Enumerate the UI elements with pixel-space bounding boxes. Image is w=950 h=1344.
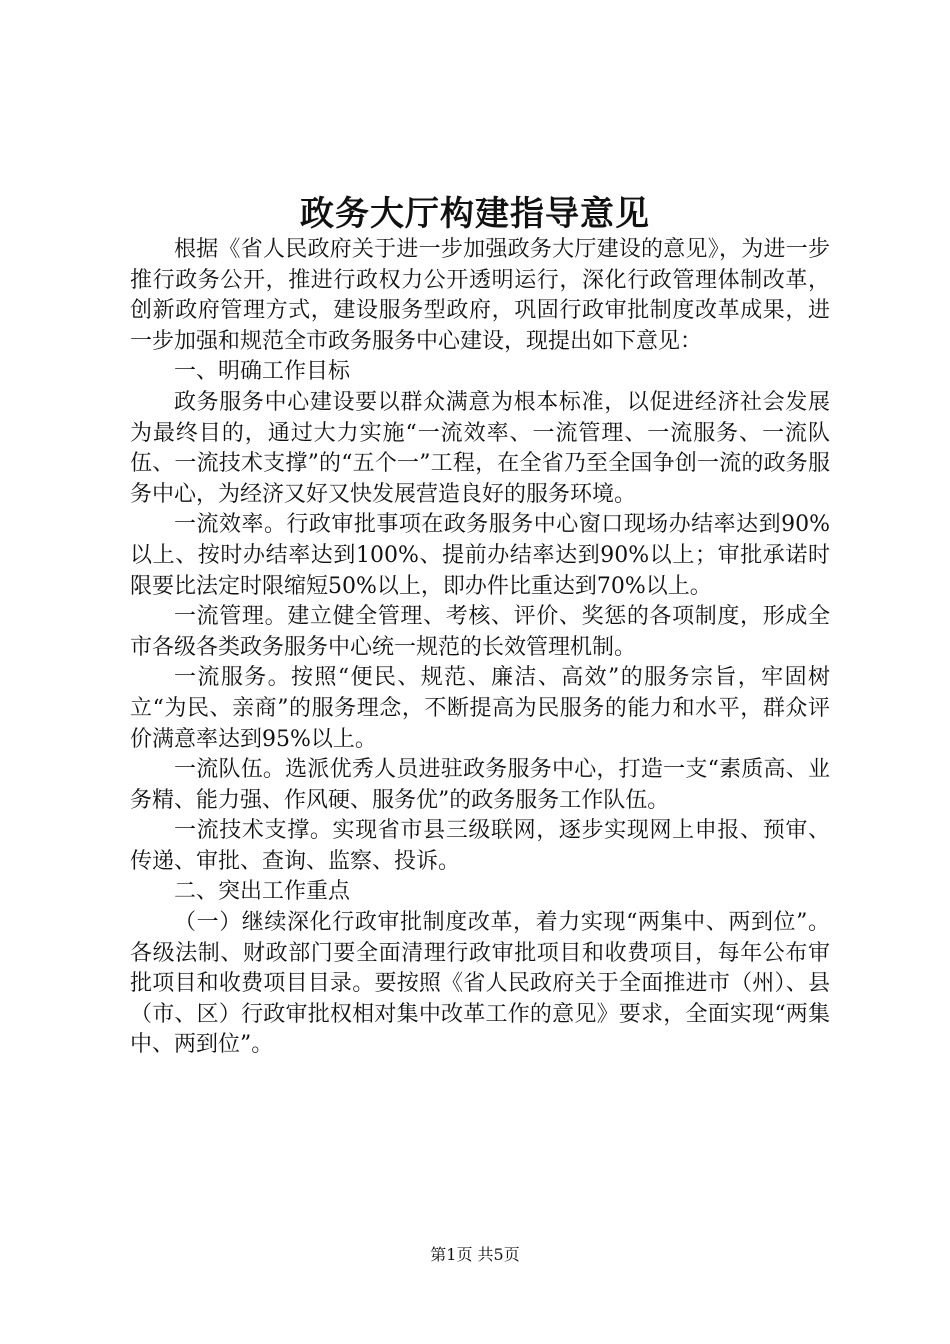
management-paragraph: 一流管理。建立健全管理、考核、评价、奖惩的各项制度，形成全市各级各类政务服务中心统一规范的长效管理机制。 xyxy=(130,604,830,660)
document-body xyxy=(130,235,830,1061)
team-paragraph: 一流队伍。选派优秀人员进驻政务服务中心，打造一支“素质高、业务精、能力强、作风硬、服务优”的政务服务工作队伍。 xyxy=(130,757,830,813)
reform-paragraph: （一）继续深化行政审批制度改革，着力实现“两集中、两到位”。各级法制、财政部门要全面清理行政审批项目和收费项目，每年公布审批项目和收费项目目录。要按照《省人民政府关于全面推进市（州）、县（市、区）行政审批权相对集中改革工作的意见》要求，全面实现“两集中、两到位”。 xyxy=(130,910,830,1058)
intro-paragraph: 根据《省人民政府关于进一步加强政务大厅建设的意见》，为进一步推行政务公开，推进行政权力公开透明运行，深化行政管理体制改革，创新政府管理方式，建设服务型政府，巩固行政审批制度改革成果，进一步加强和规范全市政务服务中心建设，现提出如下意见： xyxy=(130,237,830,354)
goals-paragraph: 政务服务中心建设要以群众满意为根本标准，以促进经济社会发展为最终目的，通过大力实施“一流效率、一流管理、一流服务、一流队伍、一流技术支撑”的“五个一”工程，在全省乃至全国争创一流的政务服务中心，为经济又好又快发展营造良好的服务环境。 xyxy=(130,389,830,507)
document-title: 政务大厅构建指导意见 xyxy=(300,194,650,234)
service-paragraph: 一流服务。按照“便民、规范、廉洁、高效”的服务宗旨，牢固树立“为民、亲商”的服务理念，不断提高为民服务的能力和水平，群众评价满意率达到95%以上。 xyxy=(130,665,830,752)
section-heading-priorities: 二、突出工作重点 xyxy=(174,879,351,905)
technology-paragraph: 一流技术支撑。实现省市县三级联网，逐步实现网上申报、预审、传递、审批、查询、监察、投诉。 xyxy=(130,818,830,874)
page-footer: 第1页 共5页 xyxy=(430,1245,520,1264)
section-heading-goals: 一、明确工作目标 xyxy=(174,359,351,385)
efficiency-paragraph: 一流效率。行政审批事项在政务服务中心窗口现场办结率达到90%以上、按时办结率达到100%、提前办结率达到90%以上；审批承诺时限要比法定时限缩短50%以上，即办件比重达到70%以上。 xyxy=(130,512,830,599)
